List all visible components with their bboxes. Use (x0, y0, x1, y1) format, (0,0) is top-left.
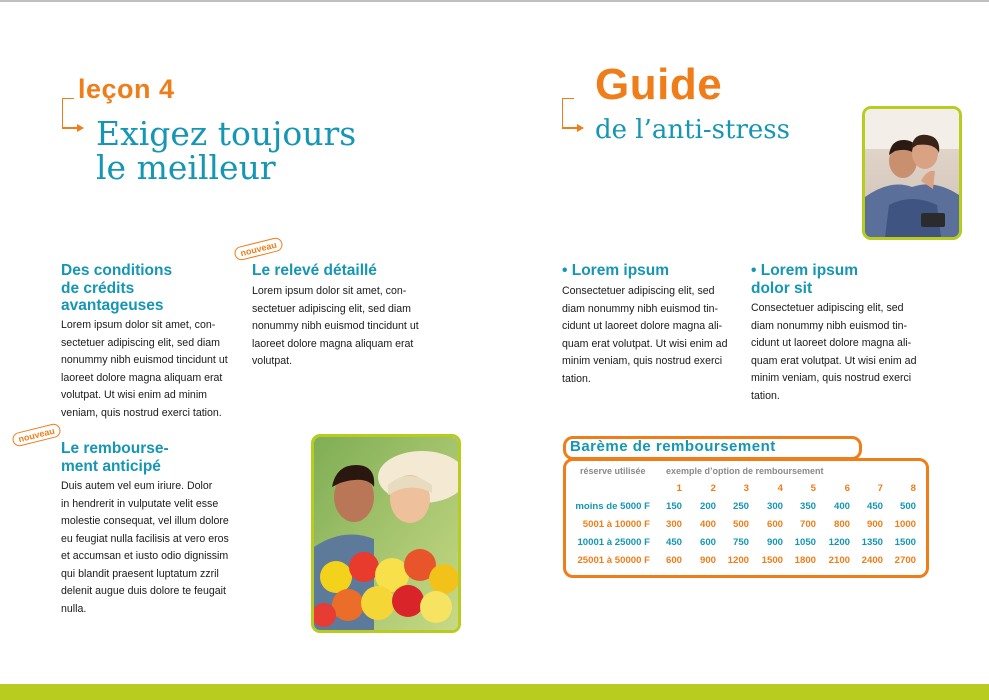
lorem-dolor-body-line: Consectetuer adipiscing elit, sed (751, 302, 904, 314)
bareme-col-header: 4 (777, 483, 783, 494)
lesson-title-line1: Exigez toujours (96, 114, 357, 153)
top-rule (0, 0, 989, 2)
bareme-col-header: 1 (676, 483, 682, 494)
bareme-cell: 450 (665, 537, 682, 548)
flowers-photo (311, 434, 461, 633)
bareme-cell: 1050 (794, 537, 816, 548)
guide-subtitle: de l’anti-stress (595, 115, 790, 145)
bareme-cell: 600 (766, 519, 783, 530)
credit-body-line: nonummy nibh euismod tincidunt ut (61, 354, 228, 366)
bareme-cell: 500 (899, 501, 916, 512)
credit-conditions-heading (61, 262, 231, 315)
releve-body-line: Lorem ipsum dolor sit amet, con- (252, 285, 407, 297)
credit-heading-line2: de crédits (61, 279, 135, 297)
guide-bracket-line (562, 127, 578, 129)
lesson-arrow-icon (77, 124, 84, 132)
bareme-cell: 2100 (828, 555, 850, 566)
releve-heading: Le relevé détaillé (252, 262, 377, 279)
remboursement-body-line: in hendrerit in vulputate velit esse (61, 497, 219, 510)
lorem-dolor-body (751, 300, 941, 405)
lorem-dolor-body-line: minim veniam, quis nostrud exerci (751, 372, 912, 384)
remboursement-body-line: nulla. (61, 602, 87, 615)
bareme-col-header: 6 (844, 483, 850, 494)
flowers-photo-image (314, 437, 458, 630)
bareme-cell: 1200 (727, 555, 749, 566)
bareme-row-label: 10001 à 25000 F (577, 537, 650, 548)
guide-title: Guide (595, 60, 723, 109)
lorem-body-line: cidunt ut laoreet dolore magna ali- (562, 320, 723, 332)
bareme-cell: 600 (699, 537, 716, 548)
remboursement-body-line: eu feugiat nulla facilisis at vero eros (61, 532, 229, 545)
bareme-cell: 1500 (894, 537, 916, 548)
bareme-cell: 450 (866, 501, 883, 512)
releve-body (252, 283, 437, 371)
bareme-cell: 1800 (794, 555, 816, 566)
lorem-ipsum-heading: • Lorem ipsum (562, 262, 670, 279)
lorem-dolor-heading-line1: • Lorem ipsum (751, 262, 859, 279)
bareme-cell: 400 (699, 519, 716, 530)
bareme-cell: 150 (665, 501, 682, 512)
bareme-col-header: 5 (810, 483, 816, 494)
credit-body-line: sectetuer adipiscing elit, sed diam (61, 336, 220, 349)
remboursement-body-line: molestie consequat, vel illum dolore (61, 515, 229, 527)
lorem-dolor-body-line: diam nonummy nibh euismod tin- (751, 319, 908, 332)
credit-body-line: laoreet dolore magna aliquam erat (61, 371, 223, 384)
lorem-dolor-body-line: quam erat volutpat. Ut wisi enim ad (751, 354, 917, 367)
remboursement-body-line: delenit augue duis dolore te feugait (61, 585, 226, 597)
bareme-title: Barème de remboursement (570, 438, 776, 455)
lorem-body-line: quam erat volutpat. Ut wisi enim ad (562, 337, 728, 350)
lorem-body-line: Consectetuer adipiscing elit, sed (562, 285, 715, 297)
releve-body-line: laoreet dolore magna aliquam erat (252, 337, 414, 350)
bareme-cell: 600 (665, 555, 682, 566)
remboursement-body-line: Duis autem vel eum iriure. Dolor (61, 480, 213, 492)
bareme-cell: 900 (699, 555, 716, 566)
credit-body-line: veniam, quis nostrud exerci tation. (61, 406, 222, 419)
credit-heading-line1: Des conditions (61, 262, 173, 279)
releve-body-line: volutpat. (252, 355, 293, 367)
bareme-cell: 300 (766, 501, 783, 512)
bareme-cell: 200 (699, 501, 716, 512)
bareme-cell: 700 (799, 519, 816, 530)
bareme-cell: 1500 (761, 555, 783, 566)
lorem-ipsum-body (562, 283, 747, 388)
bareme-cell: 900 (766, 537, 783, 548)
couple-photo (862, 106, 962, 240)
remboursement-heading-line1: Le rembourse- (61, 440, 169, 457)
bottom-band (0, 684, 989, 700)
bareme-cell: 1200 (828, 537, 850, 548)
bareme-header-reserve: réserve utilisée (580, 466, 646, 476)
remboursement-body (61, 478, 251, 618)
bareme-cell: 400 (833, 501, 850, 512)
bareme-cell: 2400 (861, 555, 883, 566)
bareme-row-label: moins de 5000 F (575, 501, 650, 512)
couple-photo-image (865, 109, 959, 237)
credit-conditions-body (61, 317, 246, 422)
bareme-cell: 300 (665, 519, 682, 530)
bareme-cell: 2700 (894, 555, 916, 566)
bareme-cell: 500 (732, 519, 749, 530)
lorem-dolor-heading-line2: dolor sit (751, 279, 813, 297)
bareme-cell: 1000 (894, 519, 916, 530)
bareme-row-label: 5001 à 10000 F (582, 519, 650, 530)
lesson-title-line2: le meilleur (96, 148, 276, 187)
bareme-cell: 750 (732, 537, 749, 548)
lorem-body-line: diam nonummy nibh euismod tin- (562, 302, 719, 315)
credit-body-line: volutpat. Ut wisi enim ad minim (61, 389, 208, 401)
lorem-dolor-body-line: cidunt ut laoreet dolore magna ali- (751, 337, 912, 349)
bareme-cell: 1350 (861, 537, 883, 548)
new-badge-releve: nouveau (233, 236, 284, 261)
releve-body-line: sectetuer adipiscing elit, sed diam (252, 302, 411, 315)
bareme-cell: 250 (732, 501, 749, 512)
remboursement-heading (61, 440, 251, 475)
bareme-col-header: 8 (910, 483, 916, 494)
remboursement-heading-line2: ment anticipé (61, 457, 161, 475)
lesson-bracket-line (62, 127, 78, 129)
bareme-col-header: 2 (710, 483, 716, 494)
lesson-bracket (62, 98, 74, 128)
new-badge-remboursement: nouveau (11, 422, 62, 447)
credit-body-line: Lorem ipsum dolor sit amet, con- (61, 319, 216, 331)
guide-bracket (562, 98, 574, 128)
bareme-col-header: 3 (743, 483, 749, 494)
releve-body-line: nonummy nibh euismod tincidunt ut (252, 320, 419, 332)
bareme-header-option: exemple d’option de remboursement (666, 466, 824, 476)
lorem-dolor-body-line: tation. (751, 389, 780, 402)
bareme-cell: 800 (833, 519, 850, 530)
lesson-label: leçon 4 (78, 74, 175, 104)
credit-heading-line3: avantageuses (61, 297, 164, 314)
bareme-cell: 350 (799, 501, 816, 512)
remboursement-body-line: et accumsan et iusto odio dignissim (61, 550, 229, 562)
lorem-body-line: minim veniam, quis nostrud exerci (562, 355, 723, 367)
remboursement-body-line: qui blandit praesent luptatum zzril (61, 567, 219, 580)
bareme-cell: 900 (866, 519, 883, 530)
bareme-col-header: 7 (877, 483, 883, 494)
lorem-body-line: tation. (562, 372, 591, 385)
bareme-row-label: 25001 à 50000 F (577, 555, 650, 566)
lesson-title (96, 114, 357, 187)
guide-arrow-icon (577, 124, 584, 132)
lorem-dolor-heading (751, 262, 941, 297)
